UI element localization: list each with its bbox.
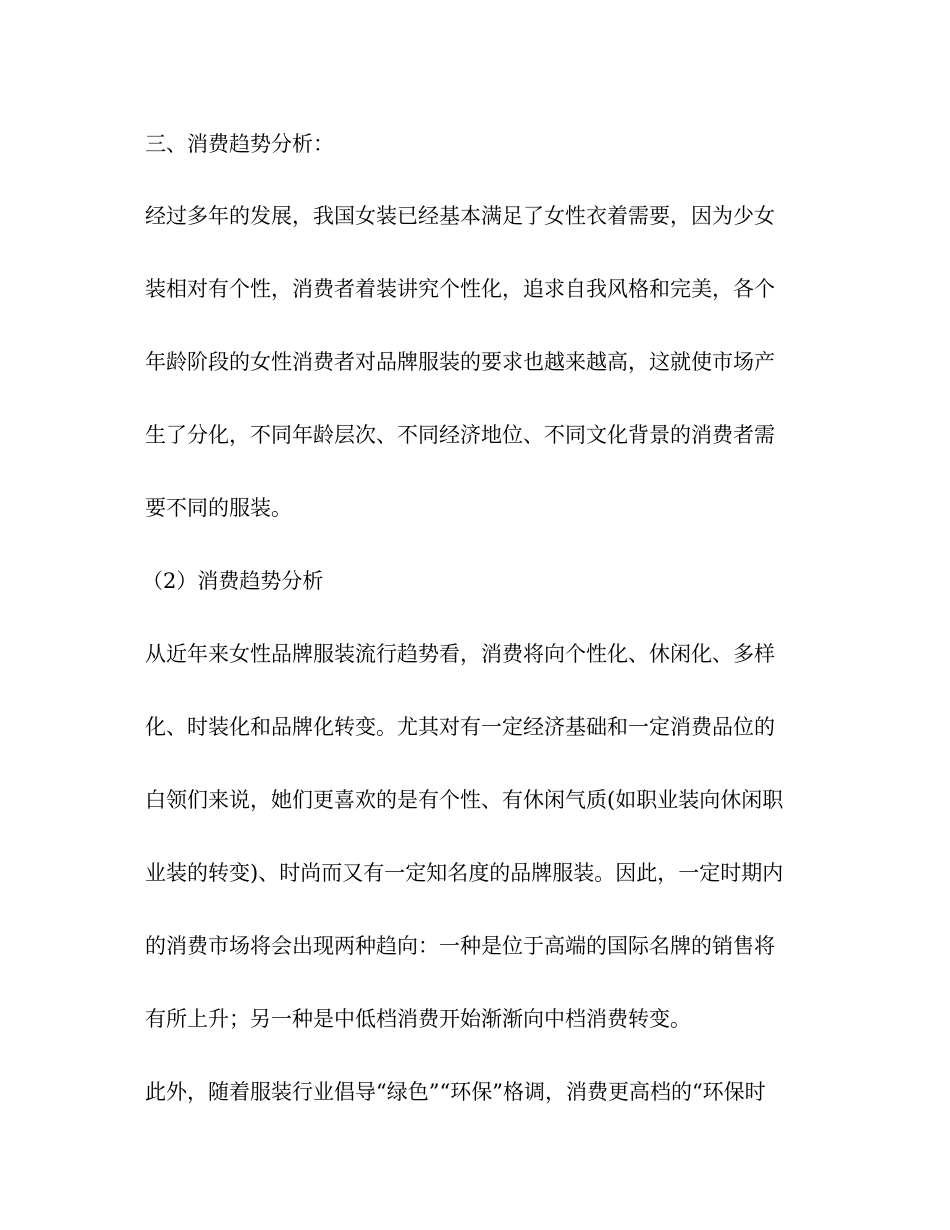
subsection-heading: （2）消费趋势分析 xyxy=(142,569,324,593)
paragraph-line: 装相对有个性，消费者着装讲究个性化，追求自我风格和完美，各个 xyxy=(145,277,775,301)
paragraph-line: 从近年来女性品牌服装流行趋势看，消费将向个性化、休闲化、多样 xyxy=(145,642,775,666)
paragraph-line: 白领们来说，她们更喜欢的是有个性、有休闲气质(如职业装向休闲职 xyxy=(145,788,784,812)
section-heading: 三、消费趋势分析： xyxy=(145,132,334,156)
paragraph-line: 此外，随着服装行业倡导“绿色”“环保”格调，消费更高档的“环保时 xyxy=(145,1080,766,1104)
paragraph-line: 有所上升；另一种是中低档消费开始渐渐向中档消费转变。 xyxy=(145,1007,691,1031)
paragraph-line: 年龄阶段的女性消费者对品牌服装的要求也越来越高，这就使市场产 xyxy=(145,350,775,374)
paragraph-line: 业装的转变)、时尚而又有一定知名度的品牌服装。因此，一定时期内 xyxy=(145,861,784,885)
paragraph-line: 要不同的服装。 xyxy=(145,496,292,520)
paragraph-line: 经过多年的发展，我国女装已经基本满足了女性衣着需要，因为少女 xyxy=(145,204,775,228)
paragraph-line: 生了分化，不同年龄层次、不同经济地位、不同文化背景的消费者需 xyxy=(145,423,775,447)
paragraph-line: 的消费市场将会出现两种趋向：一种是位于高端的国际名牌的销售将 xyxy=(145,934,775,958)
paragraph-line: 化、时装化和品牌化转变。尤其对有一定经济基础和一定消费品位的 xyxy=(145,715,775,739)
